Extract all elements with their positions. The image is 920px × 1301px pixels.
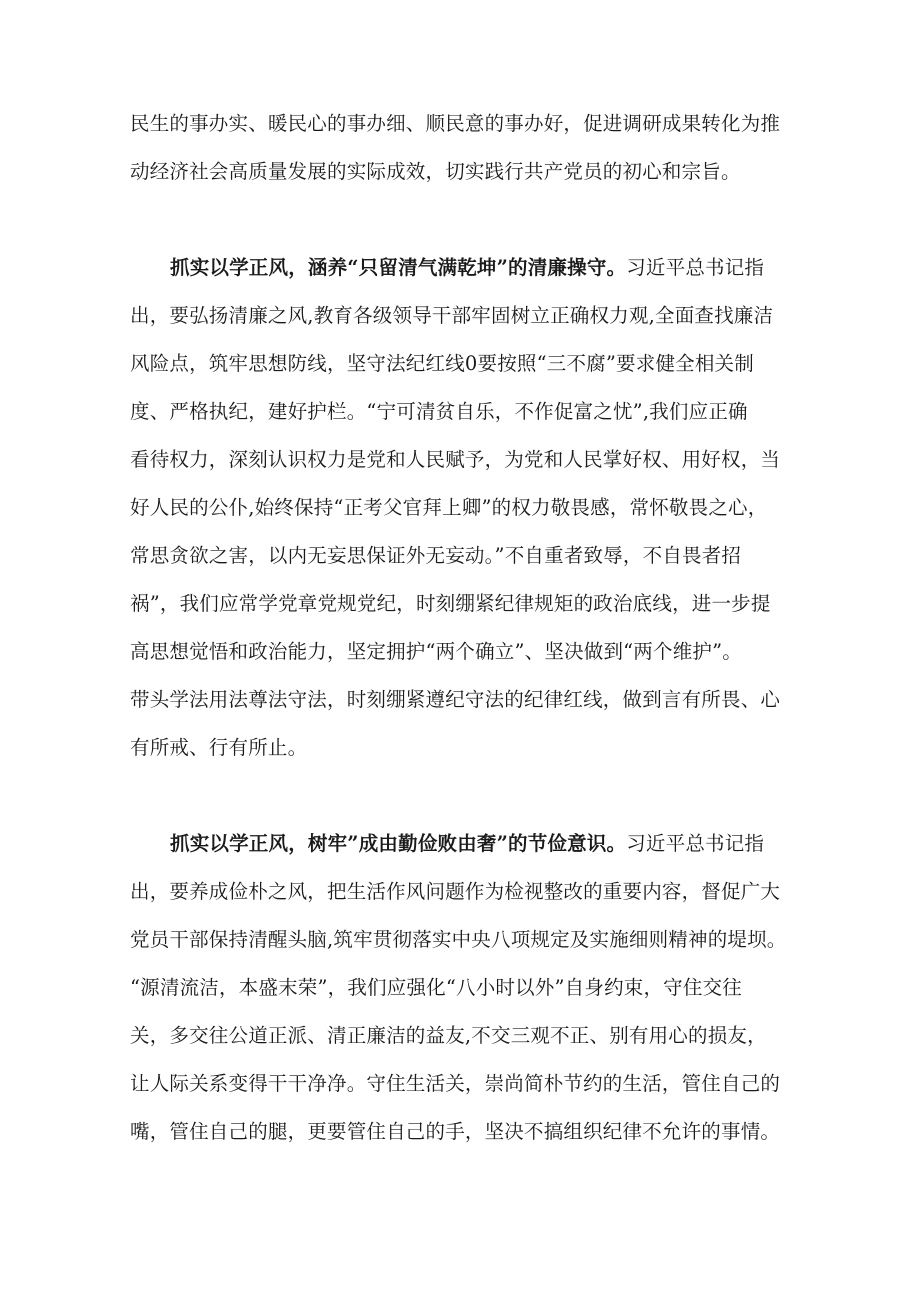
paragraph-2 (130, 256, 796, 784)
paragraph-line: 出，要养成俭朴之风，把生活作风问题作为检视整改的重要内容，督促广大 (130, 880, 781, 903)
paragraph-line: 高思想觉悟和政治能力，坚定拥护“两个确立”、坚决做到“两个维护”。 (130, 640, 742, 663)
paragraph-line: 风险点，筑牢思想防线，坚守法纪红线0要按照“三不腐”要求健全相关制 (130, 352, 754, 375)
paragraph-line: 嘴，管住自己的腿，更要管住自己的手，坚决不搞组织纪律不允许的事情。 (130, 1120, 781, 1143)
paragraph-1 (130, 112, 796, 208)
paragraph-line: 带头学法用法尊法守法，时刻绷紧遵纪守法的纪律红线，做到言有所畏、心 (130, 688, 781, 711)
paragraph-spacer (130, 784, 796, 832)
paragraph-line: 好人民的公仆,始终保持“正考父官拜上卿”的权力敬畏感，常怀敬畏之心， (130, 496, 768, 519)
paragraph-line: 动经济社会高质量发展的实际成效，切实践行共产党员的初心和宗旨。 (130, 160, 741, 183)
paragraph-line: 出，要弘扬清廉之风,教育各级领导干部牢固树立正确权力观,全面查找廉洁 (130, 304, 774, 327)
paragraph-line: 让人际关系变得干干净净。守住生活关，崇尚简朴节约的生活，管住自己的 (130, 1072, 781, 1095)
paragraph-first-line (130, 256, 796, 304)
paragraph-line: 祸”，我们应常学党章党规党纪，时刻绷紧纪律规矩的政治底线，进一步提 (130, 592, 771, 615)
paragraph-heading: 抓实以学正风，涵养“只留清气满乾坤”的清廉操守。 (170, 256, 627, 279)
paragraph-heading: 抓实以学正风，树牢”成由勤俭败由奢”的节俭意识。 (170, 832, 627, 855)
paragraph-line: “源清流洁，本盛末荣”，我们应强化“八小时以外”自身约束，守住交往 (130, 976, 742, 999)
paragraph-text: 习近平总书记指 (626, 256, 765, 279)
paragraph-spacer (130, 208, 796, 256)
document-body (130, 112, 796, 1168)
paragraph-line: 有所戒、行有所止。 (130, 736, 308, 759)
paragraph-line: 看待权力，深刻认识权力是党和人民赋予，为党和人民掌好权、用好权，当 (130, 448, 781, 471)
paragraph-3 (130, 832, 796, 1168)
paragraph-text: 习近平总书记指 (626, 832, 765, 855)
paragraph-line: 民生的事办实、暖民心的事办细、顺民意的事办好，促进调研成果转化为推 (130, 112, 781, 135)
paragraph-line: 度、严格执纪，建好护栏。“宁可清贫自乐，不作促富之忧”,我们应正确 (130, 400, 748, 423)
paragraph-first-line (130, 832, 796, 880)
paragraph-line: 关，多交往公道正派、清正廉洁的益友,不交三观不正、别有用心的损友， (130, 1024, 767, 1047)
paragraph-line: 常思贪欲之害，以内无妄思保证外无妄动。”不自重者致辱，不自畏者招 (130, 544, 742, 567)
paragraph-line: 党员干部保持清醒头脑,筑牢贯彻落实中央八项规定及实施细则精神的堤坝。 (130, 928, 787, 951)
